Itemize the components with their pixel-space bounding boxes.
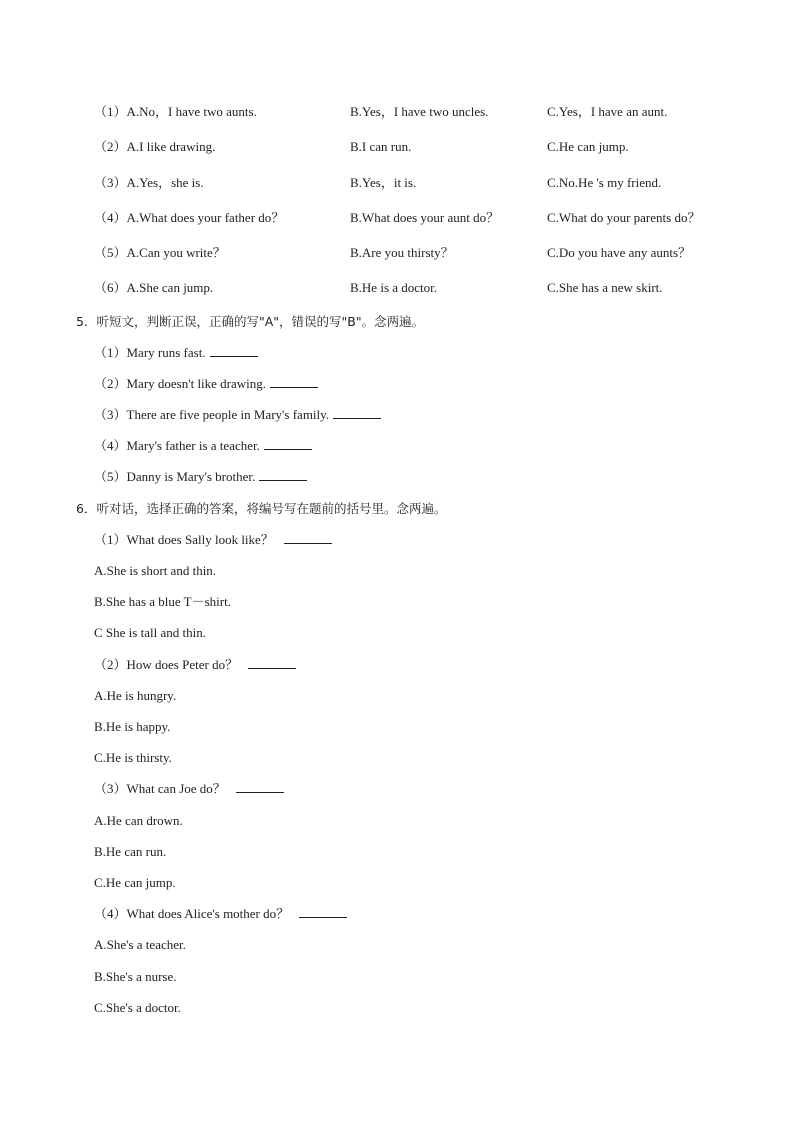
answer-blank[interactable] — [210, 345, 258, 357]
q4-5-option-c: C.Do you have any aunts？ — [547, 245, 692, 260]
section-6-heading: 6．听对话，选择正确的答案，将编号写在题前的括号里。念两遍。 — [76, 501, 447, 516]
q4-1-option-c: C.Yes，I have an aunt. — [547, 104, 668, 119]
s6-q4: （4）What does Alice's mother do？ — [94, 906, 347, 922]
s5-item-1: （1）Mary runs fast. — [94, 345, 258, 361]
s6-q4-option-a: A.She's a teacher. — [94, 937, 186, 952]
q4-4-option-c: C.What do your parents do？ — [547, 210, 701, 225]
q4-2-option-a: （2）A.I like drawing. — [94, 139, 216, 154]
s6-q3: （3）What can Joe do？ — [94, 781, 284, 797]
q4-4-option-a: （4）A.What does your father do？ — [94, 210, 285, 225]
s6-q4-option-b: B.She's a nurse. — [94, 969, 177, 984]
q4-6-option-a: （6）A.She can jump. — [94, 280, 214, 295]
answer-blank[interactable] — [299, 906, 347, 918]
q4-3-option-b: B.Yes，it is. — [350, 175, 417, 190]
q4-5-option-a: （5）A.Can you write？ — [94, 245, 226, 260]
s6-q3-option-a: A.He can drown. — [94, 813, 183, 828]
q4-6-option-c: C.She has a new skirt. — [547, 280, 663, 295]
q4-3-option-c: C.No.He 's my friend. — [547, 175, 662, 190]
s6-q1-option-b: B.She has a blue T－shirt. — [94, 594, 231, 609]
q4-1-option-b: B.Yes，I have two uncles. — [350, 104, 489, 119]
q4-1-option-a: （1）A.No，I have two aunts. — [94, 104, 257, 119]
s6-q1: （1）What does Sally look like？ — [94, 532, 332, 548]
section-5-heading: 5．听短文，判断正误，正确的写"A"，错误的写"B"。念两遍。 — [76, 314, 425, 329]
s6-q3-option-c: C.He can jump. — [94, 875, 176, 890]
s6-q4-option-c: C.She's a doctor. — [94, 1000, 181, 1015]
s6-q2-option-a: A.He is hungry. — [94, 688, 177, 703]
s6-q1-option-a: A.She is short and thin. — [94, 563, 217, 578]
q4-4-option-b: B.What does your aunt do？ — [350, 210, 500, 225]
s5-item-4: （4）Mary's father is a teacher. — [94, 438, 312, 454]
answer-blank[interactable] — [264, 438, 312, 450]
s6-q2-option-c: C.He is thirsty. — [94, 750, 172, 765]
q4-2-option-b: B.I can run. — [350, 139, 412, 154]
q4-5-option-b: B.Are you thirsty？ — [350, 245, 454, 260]
answer-blank[interactable] — [259, 469, 307, 481]
s5-item-5: （5）Danny is Mary's brother. — [94, 469, 307, 485]
q4-2-option-c: C.He can jump. — [547, 139, 629, 154]
answer-blank[interactable] — [248, 657, 296, 669]
answer-blank[interactable] — [236, 781, 284, 793]
q4-3-option-a: （3）A.Yes，she is. — [94, 175, 204, 190]
answer-blank[interactable] — [284, 532, 332, 544]
s6-q3-option-b: B.He can run. — [94, 844, 167, 859]
answer-blank[interactable] — [333, 407, 381, 419]
s5-item-2: （2）Mary doesn't like drawing. — [94, 376, 318, 392]
s6-q2: （2）How does Peter do？ — [94, 657, 296, 673]
answer-blank[interactable] — [270, 376, 318, 388]
s6-q1-option-c: C She is tall and thin. — [94, 625, 206, 640]
s6-q2-option-b: B.He is happy. — [94, 719, 171, 734]
s5-item-3: （3）There are five people in Mary's family. — [94, 407, 381, 423]
q4-6-option-b: B.He is a doctor. — [350, 280, 438, 295]
